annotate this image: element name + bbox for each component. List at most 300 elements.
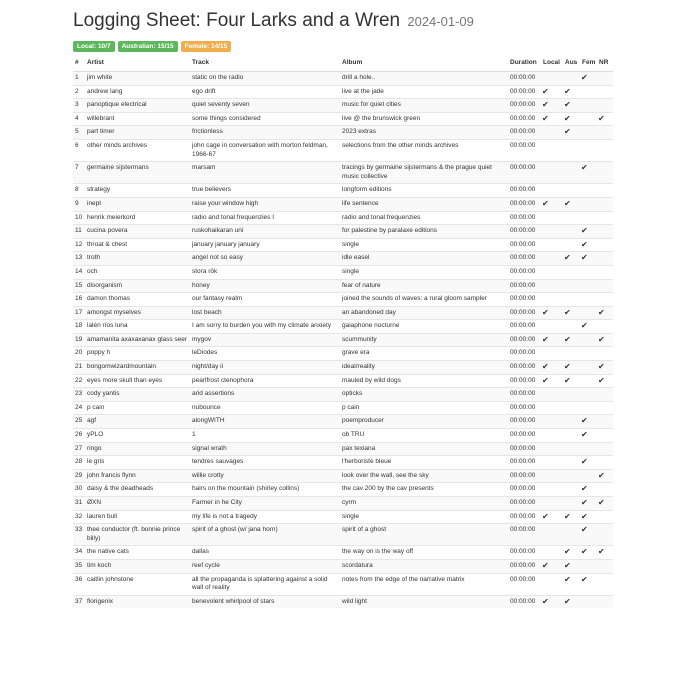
aus-flag-cell: [563, 85, 580, 99]
table-row: [73, 265, 613, 279]
nr-check-icon: ✔: [598, 362, 605, 372]
table-row: [73, 429, 613, 443]
nr-flag-cell: [597, 546, 613, 560]
aus-flag-cell: [563, 211, 580, 225]
artist-cell: cody yantis: [85, 388, 190, 402]
local-flag-cell: [541, 442, 563, 456]
table-row: [73, 139, 613, 161]
fem-flag-cell: [580, 374, 597, 388]
aus-flag-cell: [563, 320, 580, 334]
duration-cell: 00:00:00: [508, 388, 541, 402]
fem-flag-cell: [580, 85, 597, 99]
aus-flag-cell: [563, 559, 580, 573]
track-number: 34: [73, 546, 85, 560]
aus-flag-cell: [563, 306, 580, 320]
track-number: 23: [73, 388, 85, 402]
album-cell: radio and tonal frequenzies: [340, 211, 508, 225]
duration-cell: 00:00:00: [508, 162, 541, 184]
local-flag-cell: [541, 510, 563, 524]
album-cell: for palestine by paralaxe editions: [340, 225, 508, 239]
track-number: 37: [73, 595, 85, 608]
album-cell: single: [340, 238, 508, 252]
duration-cell: 00:00:00: [508, 238, 541, 252]
table-row: [73, 184, 613, 198]
duration-cell: 00:00:00: [508, 333, 541, 347]
artist-cell: tim koch: [85, 559, 190, 573]
fem-flag-cell: [580, 442, 597, 456]
local-flag-cell: [541, 225, 563, 239]
album-cell: joined the sounds of waves: a rural gloom sampler: [340, 293, 508, 307]
artist-cell: poppy h: [85, 347, 190, 361]
fem-flag-cell: [580, 139, 597, 161]
fem-flag-cell: [580, 72, 597, 86]
duration-cell: 00:00:00: [508, 573, 541, 595]
artist-cell: cucina povera: [85, 225, 190, 239]
duration-cell: 00:00:00: [508, 72, 541, 86]
artist-cell: le gris: [85, 456, 190, 470]
local-check-icon: ✔: [542, 560, 549, 570]
track-number: 36: [73, 573, 85, 595]
aus-flag-cell: [563, 497, 580, 511]
table-row: [73, 99, 613, 113]
track-cell: quiet seventy seven: [190, 99, 340, 113]
fem-check-icon: ✔: [581, 574, 588, 584]
aus-flag-cell: [563, 429, 580, 443]
duration-cell: 00:00:00: [508, 265, 541, 279]
duration-cell: 00:00:00: [508, 320, 541, 334]
duration-cell: 00:00:00: [508, 211, 541, 225]
duration-cell: 00:00:00: [508, 99, 541, 113]
artist-cell: daisy & the deadheads: [85, 483, 190, 497]
track-cell: willie crotty: [190, 469, 340, 483]
fem-flag-cell: [580, 333, 597, 347]
nr-flag-cell: [597, 595, 613, 608]
local-flag-cell: [541, 333, 563, 347]
album-cell: fear of nature: [340, 279, 508, 293]
table-row: [73, 225, 613, 239]
track-cell: static on the radio: [190, 72, 340, 86]
aus-flag-cell: [563, 469, 580, 483]
track-cell: I am sorry to burden you with my climate anxiety: [190, 320, 340, 334]
track-cell: honey: [190, 279, 340, 293]
aus-check-icon: ✔: [564, 375, 571, 385]
artist-cell: ØXN: [85, 497, 190, 511]
track-cell: our fantasy realm: [190, 293, 340, 307]
aus-flag-cell: [563, 374, 580, 388]
aus-flag-cell: [563, 139, 580, 161]
aus-check-icon: ✔: [564, 127, 571, 137]
tracks-table: [73, 56, 613, 608]
page-date: 2024-01-09: [407, 14, 474, 29]
track-number: 19: [73, 333, 85, 347]
album-cell: life sentence: [340, 197, 508, 211]
album-cell: live @ the brunswick green: [340, 112, 508, 126]
nr-check-icon: ✔: [598, 375, 605, 385]
duration-cell: 00:00:00: [508, 497, 541, 511]
aus-check-icon: ✔: [564, 86, 571, 96]
table-row: [73, 573, 613, 595]
duration-cell: 00:00:00: [508, 293, 541, 307]
nr-flag-cell: [597, 85, 613, 99]
album-cell: cyrm: [340, 497, 508, 511]
track-cell: night/day ii: [190, 361, 340, 375]
track-cell: hairs on the mountain (shirley collins): [190, 483, 340, 497]
artist-cell: yPLO: [85, 429, 190, 443]
fem-check-icon: ✔: [581, 416, 588, 426]
track-cell: some things considered: [190, 112, 340, 126]
fem-flag-cell: [580, 197, 597, 211]
table-row: [73, 320, 613, 334]
aus-check-icon: ✔: [564, 596, 571, 606]
nr-check-icon: ✔: [598, 334, 605, 344]
duration-cell: 00:00:00: [508, 252, 541, 266]
local-flag-cell: [541, 211, 563, 225]
track-cell: ruskohaikaran uni: [190, 225, 340, 239]
duration-cell: 00:00:00: [508, 279, 541, 293]
nr-check-icon: ✔: [598, 547, 605, 557]
fem-flag-cell: [580, 361, 597, 375]
local-check-icon: ✔: [542, 596, 549, 606]
track-number: 2: [73, 85, 85, 99]
album-cell: p cain: [340, 401, 508, 415]
fem-flag-cell: [580, 546, 597, 560]
album-cell: 2023 extras: [340, 126, 508, 140]
table-row: [73, 415, 613, 429]
fem-flag-cell: [580, 126, 597, 140]
table-row: [73, 279, 613, 293]
fem-flag-cell: [580, 225, 597, 239]
nr-flag-cell: [597, 510, 613, 524]
table-row: [73, 469, 613, 483]
aus-flag-cell: [563, 126, 580, 140]
nr-flag-cell: [597, 184, 613, 198]
track-number: 10: [73, 211, 85, 225]
track-number: 8: [73, 184, 85, 198]
local-flag-cell: [541, 497, 563, 511]
album-cell: wild light: [340, 595, 508, 608]
table-row: [73, 497, 613, 511]
table-row: [73, 85, 613, 99]
local-flag-cell: [541, 573, 563, 595]
col-header-artist: Artist: [85, 56, 190, 72]
col-header-fem: Fem: [580, 56, 597, 72]
fem-check-icon: ✔: [581, 253, 588, 263]
artist-cell: damon thomas: [85, 293, 190, 307]
album-cell: selections from the other minds archives: [340, 139, 508, 161]
album-cell: poemproducer: [340, 415, 508, 429]
artist-cell: inept: [85, 197, 190, 211]
local-flag-cell: [541, 347, 563, 361]
local-flag-cell: [541, 139, 563, 161]
track-number: 11: [73, 225, 85, 239]
local-flag-cell: [541, 162, 563, 184]
duration-cell: 00:00:00: [508, 401, 541, 415]
australian-quota-badge: Australian: 15/15: [118, 41, 178, 52]
track-number: 6: [73, 139, 85, 161]
track-number: 14: [73, 265, 85, 279]
local-flag-cell: [541, 401, 563, 415]
aus-check-icon: ✔: [564, 560, 571, 570]
fem-check-icon: ✔: [581, 525, 588, 535]
track-number: 4: [73, 112, 85, 126]
duration-cell: 00:00:00: [508, 429, 541, 443]
album-cell: single: [340, 265, 508, 279]
track-cell: radio and tonal frequenzies I: [190, 211, 340, 225]
track-number: 18: [73, 320, 85, 334]
nr-flag-cell: [597, 497, 613, 511]
aus-flag-cell: [563, 333, 580, 347]
fem-flag-cell: [580, 401, 597, 415]
track-cell: angel not so easy: [190, 252, 340, 266]
nr-flag-cell: [597, 126, 613, 140]
track-cell: Farmer in he City: [190, 497, 340, 511]
local-flag-cell: [541, 72, 563, 86]
album-cell: drill a hole..: [340, 72, 508, 86]
aus-flag-cell: [563, 456, 580, 470]
table-header-row: [73, 56, 613, 72]
table-row: [73, 524, 613, 546]
artist-cell: part timer: [85, 126, 190, 140]
duration-cell: 00:00:00: [508, 559, 541, 573]
album-cell: notes from the edge of the narrative matrix: [340, 573, 508, 595]
fem-flag-cell: [580, 388, 597, 402]
duration-cell: 00:00:00: [508, 184, 541, 198]
duration-cell: 00:00:00: [508, 524, 541, 546]
local-flag-cell: [541, 469, 563, 483]
duration-cell: 00:00:00: [508, 483, 541, 497]
artist-cell: germaine sijstermans: [85, 162, 190, 184]
local-flag-cell: [541, 483, 563, 497]
local-flag-cell: [541, 279, 563, 293]
fem-check-icon: ✔: [581, 430, 588, 440]
track-cell: pearlfrost ctenophora: [190, 374, 340, 388]
aus-flag-cell: [563, 197, 580, 211]
local-check-icon: ✔: [542, 362, 549, 372]
artist-cell: bongomwizardmountain: [85, 361, 190, 375]
fem-check-icon: ✔: [581, 484, 588, 494]
album-cell: gaiaphone nocturne: [340, 320, 508, 334]
fem-check-icon: ✔: [581, 239, 588, 249]
nr-flag-cell: [597, 559, 613, 573]
fem-flag-cell: [580, 524, 597, 546]
nr-flag-cell: [597, 162, 613, 184]
local-flag-cell: [541, 320, 563, 334]
fem-flag-cell: [580, 112, 597, 126]
album-cell: pax texiana: [340, 442, 508, 456]
page-title: [73, 8, 613, 35]
duration-cell: 00:00:00: [508, 469, 541, 483]
nr-check-icon: ✔: [598, 470, 605, 480]
local-flag-cell: [541, 85, 563, 99]
aus-check-icon: ✔: [564, 547, 571, 557]
artist-cell: ringo: [85, 442, 190, 456]
nr-flag-cell: [597, 293, 613, 307]
page-title-text: Logging Sheet: Four Larks and a Wren: [73, 10, 401, 31]
fem-flag-cell: [580, 293, 597, 307]
aus-flag-cell: [563, 546, 580, 560]
artist-cell: strategy: [85, 184, 190, 198]
duration-cell: 00:00:00: [508, 456, 541, 470]
aus-flag-cell: [563, 279, 580, 293]
fem-flag-cell: [580, 415, 597, 429]
nr-flag-cell: [597, 112, 613, 126]
aus-check-icon: ✔: [564, 334, 571, 344]
table-row: [73, 112, 613, 126]
track-cell: benevolent whirlpool of stars: [190, 595, 340, 608]
duration-cell: 00:00:00: [508, 510, 541, 524]
local-flag-cell: [541, 238, 563, 252]
quota-badges: [73, 41, 613, 52]
duration-cell: 00:00:00: [508, 595, 541, 608]
track-number: 25: [73, 415, 85, 429]
local-flag-cell: [541, 456, 563, 470]
nr-flag-cell: [597, 401, 613, 415]
track-cell: reef cycle: [190, 559, 340, 573]
table-row: [73, 388, 613, 402]
local-flag-cell: [541, 306, 563, 320]
duration-cell: 00:00:00: [508, 197, 541, 211]
fem-flag-cell: [580, 510, 597, 524]
aus-flag-cell: [563, 573, 580, 595]
album-cell: tracings by germaine sijstermans & the prague quiet music collective: [340, 162, 508, 184]
fem-flag-cell: [580, 279, 597, 293]
aus-flag-cell: [563, 238, 580, 252]
nr-flag-cell: [597, 265, 613, 279]
aus-check-icon: ✔: [564, 100, 571, 110]
aus-flag-cell: [563, 99, 580, 113]
local-flag-cell: [541, 197, 563, 211]
track-number: 30: [73, 483, 85, 497]
fem-flag-cell: [580, 184, 597, 198]
track-number: 31: [73, 497, 85, 511]
aus-flag-cell: [563, 510, 580, 524]
fem-check-icon: ✔: [581, 511, 588, 521]
nr-check-icon: ✔: [598, 498, 605, 507]
local-flag-cell: [541, 361, 563, 375]
aus-flag-cell: [563, 595, 580, 608]
table-row: [73, 559, 613, 573]
nr-flag-cell: [597, 306, 613, 320]
track-cell: marsam: [190, 162, 340, 184]
track-cell: alongWITH: [190, 415, 340, 429]
track-cell: true believers: [190, 184, 340, 198]
track-number: 28: [73, 456, 85, 470]
track-number: 7: [73, 162, 85, 184]
nr-flag-cell: [597, 524, 613, 546]
track-number: 35: [73, 559, 85, 573]
artist-cell: p cain: [85, 401, 190, 415]
aus-flag-cell: [563, 184, 580, 198]
track-number: 1: [73, 72, 85, 86]
local-flag-cell: [541, 126, 563, 140]
duration-cell: 00:00:00: [508, 112, 541, 126]
col-header-local: Local: [541, 56, 563, 72]
aus-flag-cell: [563, 415, 580, 429]
album-cell: longform editions: [340, 184, 508, 198]
aus-check-icon: ✔: [564, 253, 571, 263]
album-cell: l'herboriste bleue: [340, 456, 508, 470]
local-check-icon: ✔: [542, 334, 549, 344]
album-cell: mauled by wild dogs: [340, 374, 508, 388]
track-cell: all the propaganda is splattering against a solid wall of reality: [190, 573, 340, 595]
track-number: 16: [73, 293, 85, 307]
album-cell: an abandoned day: [340, 306, 508, 320]
artist-cell: disorganism: [85, 279, 190, 293]
local-flag-cell: [541, 388, 563, 402]
fem-flag-cell: [580, 211, 597, 225]
track-cell: nubounce: [190, 401, 340, 415]
table-row: [73, 546, 613, 560]
duration-cell: 00:00:00: [508, 306, 541, 320]
aus-flag-cell: [563, 72, 580, 86]
local-check-icon: ✔: [542, 307, 549, 317]
album-cell: live at the jade: [340, 85, 508, 99]
artist-cell: florigenix: [85, 595, 190, 608]
fem-flag-cell: [580, 429, 597, 443]
artist-cell: the native cats: [85, 546, 190, 560]
album-cell: scordatura: [340, 559, 508, 573]
nr-check-icon: ✔: [598, 113, 605, 123]
track-cell: spirit of a ghost (w/ jana horn): [190, 524, 340, 546]
nr-flag-cell: [597, 456, 613, 470]
nr-flag-cell: [597, 573, 613, 595]
artist-cell: amongst myselves: [85, 306, 190, 320]
aus-flag-cell: [563, 112, 580, 126]
duration-cell: 00:00:00: [508, 126, 541, 140]
track-cell: john cage in conversation with morton feldman, 1966-67: [190, 139, 340, 161]
artist-cell: lalén ríos luna: [85, 320, 190, 334]
track-number: 29: [73, 469, 85, 483]
table-row: [73, 374, 613, 388]
col-header-track: Track: [190, 56, 340, 72]
artist-cell: agf: [85, 415, 190, 429]
nr-flag-cell: [597, 238, 613, 252]
track-cell: my life is not a tragedy: [190, 510, 340, 524]
track-cell: 1: [190, 429, 340, 443]
artist-cell: throat & chest: [85, 238, 190, 252]
track-number: 12: [73, 238, 85, 252]
album-cell: look over the wall, see the sky: [340, 469, 508, 483]
fem-flag-cell: [580, 238, 597, 252]
table-row: [73, 483, 613, 497]
nr-flag-cell: [597, 415, 613, 429]
local-flag-cell: [541, 415, 563, 429]
aus-check-icon: ✔: [564, 113, 571, 123]
duration-cell: 00:00:00: [508, 225, 541, 239]
col-header-number: #: [73, 56, 85, 72]
track-number: 5: [73, 126, 85, 140]
track-number: 24: [73, 401, 85, 415]
duration-cell: 00:00:00: [508, 347, 541, 361]
table-row: [73, 72, 613, 86]
track-number: 21: [73, 361, 85, 375]
local-flag-cell: [541, 429, 563, 443]
fem-check-icon: ✔: [581, 547, 588, 557]
nr-flag-cell: [597, 72, 613, 86]
nr-flag-cell: [597, 483, 613, 497]
table-row: [73, 510, 613, 524]
track-cell: raise your window high: [190, 197, 340, 211]
album-cell: grave era: [340, 347, 508, 361]
aus-check-icon: ✔: [564, 198, 571, 208]
nr-flag-cell: [597, 388, 613, 402]
table-row: [73, 456, 613, 470]
track-cell: ego drift: [190, 85, 340, 99]
fem-flag-cell: [580, 162, 597, 184]
col-header-album: Album: [340, 56, 508, 72]
track-number: 22: [73, 374, 85, 388]
track-number: 20: [73, 347, 85, 361]
